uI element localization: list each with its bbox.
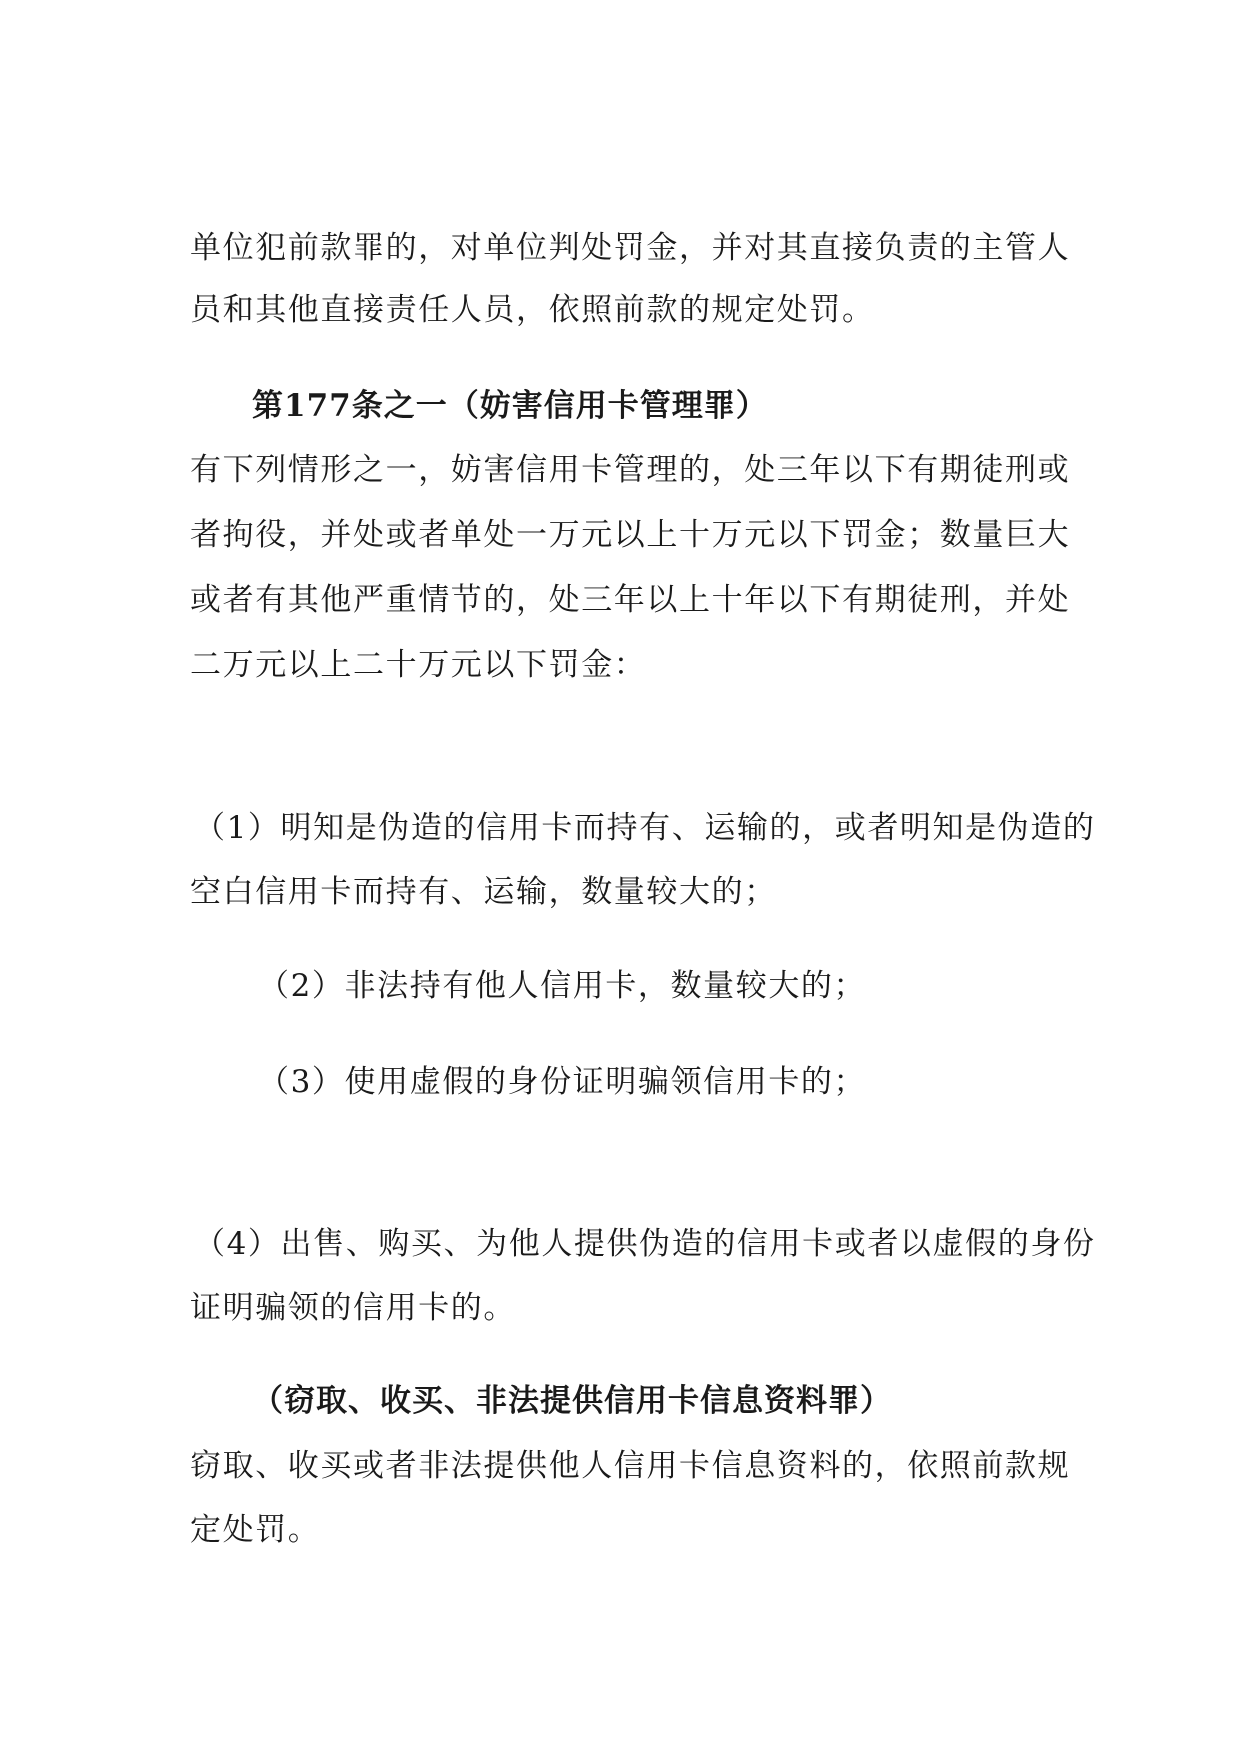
item-1-line-2: 空白信用卡而持有、运输，数量较大的； — [190, 874, 777, 910]
item-1-line-1: （1）明知是伪造的信用卡而持有、运输的，或者明知是伪造的 — [194, 810, 1096, 846]
item-2: （2）非法持有他人信用卡，数量较大的； — [258, 968, 867, 1004]
item-3: （3）使用虚假的身份证明骗领信用卡的； — [258, 1064, 867, 1100]
paragraph-3-line-1: 窃取、收买或者非法提供他人信用卡信息资料的，依照前款规 — [190, 1448, 1071, 1484]
paragraph-2-line-4: 二万元以上二十万元以下罚金： — [190, 647, 647, 683]
paragraph-1-line-1: 单位犯前款罪的，对单位判处罚金，并对其直接负责的主管人 — [190, 230, 1071, 266]
item-4-line-1: （4）出售、购买、为他人提供伪造的信用卡或者以虚假的身份 — [194, 1226, 1096, 1262]
paragraph-2-line-3: 或者有其他严重情节的，处三年以上十年以下有期徒刑，并处 — [190, 582, 1071, 618]
paragraph-3-line-2: 定处罚。 — [190, 1512, 321, 1548]
article-heading: 第177条之一（妨害信用卡管理罪） — [252, 388, 768, 424]
paragraph-2-line-1: 有下列情形之一，妨害信用卡管理的，处三年以下有期徒刑或 — [190, 452, 1071, 488]
paragraph-1-line-2: 员和其他直接责任人员，依照前款的规定处罚。 — [190, 292, 875, 328]
item-4-line-2: 证明骗领的信用卡的。 — [190, 1290, 516, 1326]
section-heading: （窃取、收买、非法提供信用卡信息资料罪） — [252, 1383, 892, 1419]
paragraph-2-line-2: 者拘役，并处或者单处一万元以上十万元以下罚金；数量巨大 — [190, 517, 1071, 553]
